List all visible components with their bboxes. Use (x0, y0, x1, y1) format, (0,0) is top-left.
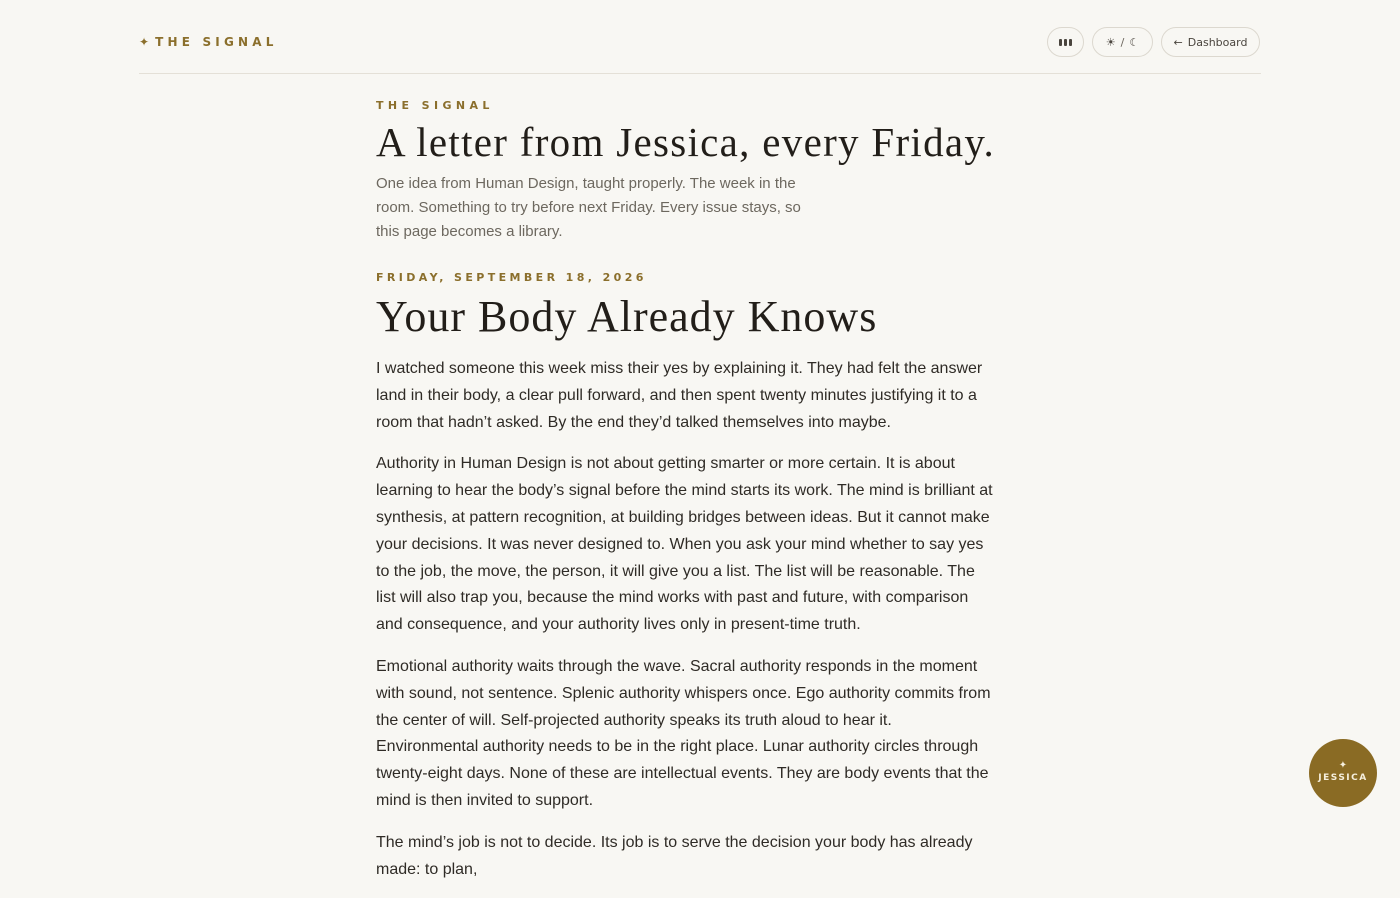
issue-body (376, 356, 998, 898)
theme-toggle-button[interactable] (1092, 27, 1153, 57)
dashboard-button[interactable] (1161, 27, 1260, 57)
sparkle-icon: ✦ (139, 35, 150, 49)
avatar-name: JESSICA (1318, 773, 1368, 783)
page-title: A letter from Jessica, every Friday. (376, 119, 996, 165)
sun-icon: ☀ (1105, 35, 1116, 49)
body-paragraph: Emotional authority waits through the wave. Sacral authority responds in the moment with sound, not sentence. Splenic authority whispers once. Ego authority commits from the center of will. Self-projected authority speaks its truth aloud to hear it. Environmental authority needs to be in the right place. Lunar authority circles through twenty-eight days. None of these are intellectual events. They are body events that the mind is then invited to support. (376, 657, 991, 809)
issue-title: Your Body Already Knows (376, 292, 878, 341)
body-paragraph: I watched someone this week miss their yes by explaining it. They had felt the answer land in their body, a clear pull forward, and then spent twenty minutes justifying it to a room that hadn’t asked. By the end they’d talked themselves into maybe. (376, 360, 983, 431)
arrow-left-icon: ← (1173, 35, 1183, 49)
grip-icon (1059, 39, 1072, 46)
dashboard-label: Dashboard (1187, 35, 1248, 49)
page-intro: One idea from Human Design, taught properly. The week in the room. Something to try before next Friday. Every issue stays, so this page becomes a library. (376, 175, 801, 240)
moon-icon: ☾ (1129, 35, 1140, 49)
top-bar (139, 0, 1261, 74)
theme-separator: / (1120, 35, 1125, 49)
brand-logo[interactable] (139, 35, 278, 49)
sparkle-icon: ✦ (1338, 760, 1348, 771)
author-avatar-button[interactable] (1309, 739, 1377, 807)
menu-button[interactable] (1047, 27, 1084, 57)
section-kicker: THE SIGNAL (376, 99, 494, 112)
brand-name: THE SIGNAL (155, 35, 278, 49)
body-paragraph: Authority in Human Design is not about getting smarter or more certain. It is about learning to hear the body’s signal before the mind starts its work. The mind is brilliant at synthesis, at pattern recognition, at building bridges between ideas. But it cannot make your decisions. It was never designed to. When you ask your mind whether to say yes to the job, the move, the person, it will give you a list. The list will be reasonable. The list will also trap you, because the mind works with past and future, with comparison and consequence, and your authority lives only in present-time truth. (376, 455, 993, 634)
body-paragraph: The mind’s job is not to decide. Its job is to serve the decision your body has already made: to plan, (376, 833, 973, 878)
issue-date: FRIDAY, SEPTEMBER 18, 2026 (376, 271, 647, 284)
